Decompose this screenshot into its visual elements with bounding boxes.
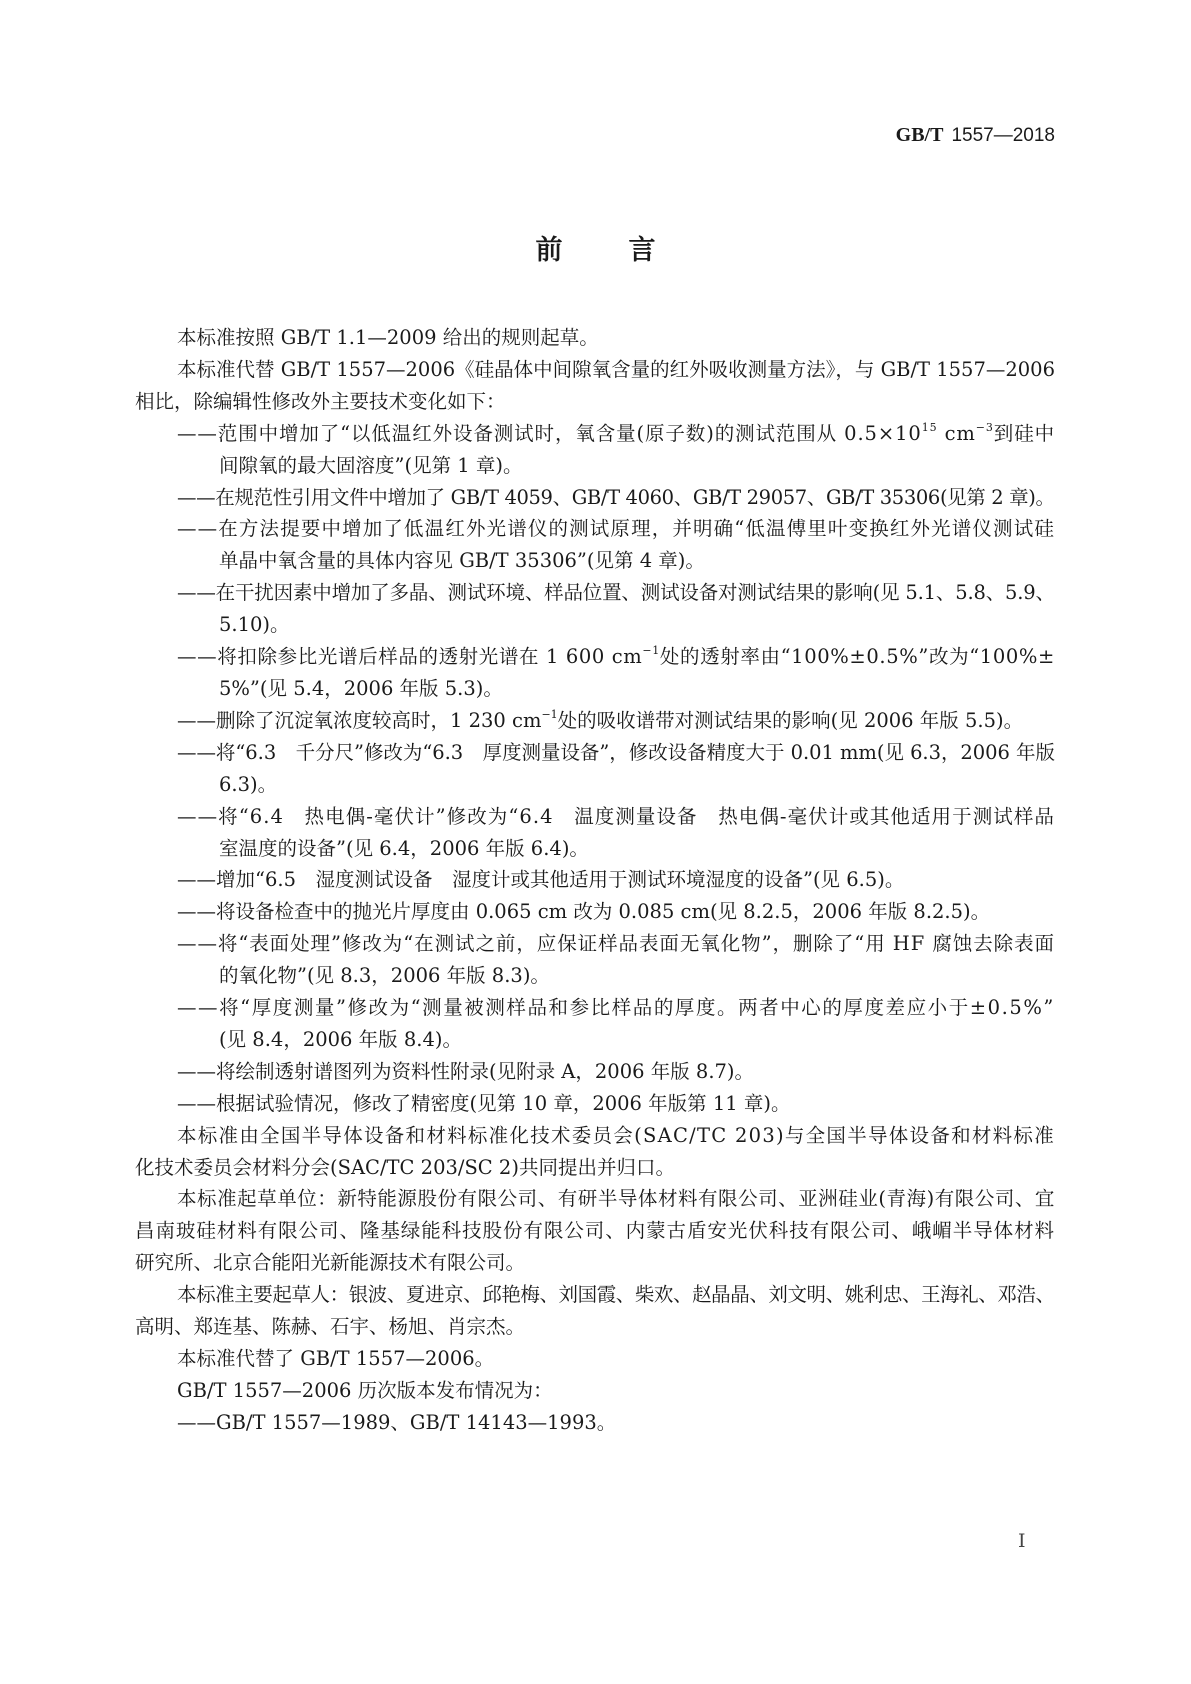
text-line <box>219 450 1055 482</box>
text-line-content <box>177 705 1023 737</box>
paragraph <box>135 354 1055 418</box>
change-list-item <box>135 896 1055 928</box>
text-line-content <box>177 641 1055 673</box>
text-line-content <box>177 992 1055 1024</box>
standard-code-number: 1557—2018 <box>951 125 1055 146</box>
text-line <box>177 1056 1055 1088</box>
text-line <box>177 896 1055 928</box>
text-line-content <box>135 1215 1055 1247</box>
text-line-content <box>177 418 1055 450</box>
change-list-item <box>135 928 1055 992</box>
text-line-content <box>177 513 1055 545</box>
text-segment: 本标准起草单位：新特能源股份有限公司、有研半导体材料有限公司、亚洲硅业(青海)有限公司、宜 <box>177 1187 1055 1211</box>
text-line <box>177 322 1055 354</box>
change-list-item <box>135 1056 1055 1088</box>
text-line-content <box>177 1120 1055 1152</box>
text-segment: 本标准由全国半导体设备和材料标准化技术委员会(SAC/TC 203)与全国半导体设备和材料标准 <box>177 1123 1055 1147</box>
text-line-content <box>219 833 589 865</box>
text-line-content <box>219 1024 462 1056</box>
change-list-item <box>135 513 1055 577</box>
text-line <box>177 641 1055 673</box>
text-line <box>177 577 1055 609</box>
text-line <box>177 1375 1055 1407</box>
text-line <box>135 1215 1055 1247</box>
text-line-content <box>135 386 506 418</box>
standard-code-prefix: GB/T <box>895 124 944 146</box>
text-segment: 5%”(见 5.4，2006 年版 5.3)。 <box>219 676 503 700</box>
text-segment: (见 8.4，2006 年版 8.4)。 <box>219 1027 462 1051</box>
paragraph <box>135 1375 1055 1407</box>
text-segment: ——将“6.3 千分尺”修改为“6.3 厚度测量设备”，修改设备精度大于 0.01 mm(见 6.3，2006 年版 <box>177 740 1055 764</box>
text-segment: 的氧化物”(见 8.3，2006 年版 8.3)。 <box>219 964 550 988</box>
foreword-body <box>135 322 1055 1439</box>
text-segment: ——在干扰因素中增加了多晶、测试环境、样品位置、测试设备对测试结果的影响(见 5.1、5.8、5.9、 <box>177 581 1055 605</box>
change-list-item <box>135 1407 1055 1439</box>
text-segment: 高明、郑连基、陈赫、石宇、杨旭、肖宗杰。 <box>135 1315 526 1339</box>
text-line <box>219 833 1055 865</box>
text-line <box>177 992 1055 1024</box>
superscript: 15 <box>921 420 938 434</box>
text-segment: cm <box>937 421 976 445</box>
text-line <box>219 1024 1055 1056</box>
text-line-content <box>177 1056 754 1088</box>
text-line <box>177 705 1055 737</box>
text-line-content <box>219 609 290 641</box>
text-line <box>177 354 1055 386</box>
text-line-content <box>135 1152 675 1184</box>
paragraph <box>135 1183 1055 1279</box>
text-line-content <box>177 801 1055 833</box>
text-segment: ——将“表面处理”修改为“在测试之前，应保证样品表面无氧化物”，删除了“用 HF 腐蚀去除表面 <box>177 932 1055 956</box>
text-line <box>177 928 1055 960</box>
text-segment: ——将“6.4 热电偶-毫伏计”修改为“6.4 温度测量设备 热电偶-毫伏计或其他适用于测试样品 <box>177 804 1055 828</box>
text-segment: ——GB/T 1557—1989、GB/T 14143—1993。 <box>177 1410 617 1434</box>
change-list-item <box>135 737 1055 801</box>
text-line <box>177 1088 1055 1120</box>
text-line-content <box>177 864 904 896</box>
text-line-content <box>177 1375 553 1407</box>
change-list-item <box>135 641 1055 705</box>
text-line <box>219 769 1055 801</box>
text-line-content <box>177 577 1055 609</box>
text-line-content <box>177 1279 1055 1311</box>
text-segment: ——范围中增加了“以低温红外设备测试时，氧含量(原子数)的测试范围从 0.5×10 <box>177 421 922 445</box>
text-segment: GB/T 1557—2006 历次版本发布情况为： <box>177 1378 553 1402</box>
text-line-content <box>177 737 1055 769</box>
page-title: 前言 <box>535 235 722 266</box>
text-line-content <box>219 545 705 577</box>
text-segment: 研究所、北京合能阳光新能源技术有限公司。 <box>135 1251 526 1275</box>
text-line-content <box>177 1088 790 1120</box>
change-list-item <box>135 864 1055 896</box>
page-number: I <box>1018 1530 1026 1552</box>
text-line-content <box>135 1247 525 1279</box>
text-segment: ——在规范性引用文件中增加了 GB/T 4059、GB/T 4060、GB/T 29057、GB/T 35306(见第 2 章)。 <box>177 485 1055 509</box>
text-segment: ——根据试验情况，修改了精密度(见第 10 章，2006 年版第 11 章)。 <box>177 1091 791 1115</box>
change-list-item <box>135 418 1055 482</box>
text-line-content <box>177 928 1055 960</box>
text-line <box>135 1311 1055 1343</box>
text-line-content <box>177 482 1055 514</box>
superscript: −1 <box>541 707 558 721</box>
text-line-content <box>219 673 503 705</box>
text-line <box>177 1343 1055 1375</box>
text-line-content <box>219 960 550 992</box>
text-segment: ——将绘制透射谱图列为资料性附录(见附录 A，2006 年版 8.7)。 <box>177 1059 755 1083</box>
text-line <box>177 1407 1055 1439</box>
text-line-content <box>177 1407 616 1439</box>
text-line <box>177 1279 1055 1311</box>
text-segment: 本标准代替 GB/T 1557—2006《硅晶体中间隙氧含量的红外吸收测量方法》，与 GB/T 1557—2006 <box>177 357 1055 381</box>
text-segment: ——增加“6.5 湿度测试设备 湿度计或其他适用于测试环境湿度的设备”(见 6.5)。 <box>177 868 905 892</box>
text-segment: 昌南玻硅材料有限公司、隆基绿能科技股份有限公司、内蒙古盾安光伏科技有限公司、峨嵋半导体材料 <box>135 1219 1055 1243</box>
text-line-content <box>177 1343 494 1375</box>
text-segment: 单晶中氧含量的具体内容见 GB/T 35306”(见第 4 章)。 <box>219 549 705 573</box>
text-line <box>177 513 1055 545</box>
text-line-content <box>219 769 277 801</box>
text-line <box>177 801 1055 833</box>
change-list-item <box>135 992 1055 1056</box>
text-line <box>177 1120 1055 1152</box>
text-line-content <box>219 450 523 482</box>
text-line-content <box>135 1311 525 1343</box>
text-segment: 到硅中 <box>993 421 1055 445</box>
change-list-item <box>135 1088 1055 1120</box>
text-line-content <box>177 322 599 354</box>
text-segment: 化技术委员会材料分会(SAC/TC 203/SC 2)共同提出并归口。 <box>135 1155 675 1179</box>
text-segment: ——删除了沉淀氧浓度较高时，1 230 cm <box>177 708 542 732</box>
text-line <box>177 864 1055 896</box>
text-line-content <box>177 1183 1055 1215</box>
text-segment: 处的透射率由“100%±0.5%”改为“100%± <box>659 645 1055 669</box>
text-segment: ——将设备检查中的抛光片厚度由 0.065 cm 改为 0.085 cm(见 8.2.5，2006 年版 8.2.5)。 <box>177 900 991 924</box>
text-line <box>219 545 1055 577</box>
text-segment: 本标准主要起草人：银波、夏进京、邱艳梅、刘国霞、柴欢、赵晶晶、刘文明、姚利忠、王海礼、邓浩、 <box>177 1283 1055 1307</box>
text-line <box>219 960 1055 992</box>
text-segment: 6.3)。 <box>219 772 278 796</box>
text-segment: 本标准按照 GB/T 1.1—2009 给出的规则起草。 <box>177 326 599 349</box>
standard-code <box>896 124 1055 147</box>
text-line <box>219 673 1055 705</box>
text-segment: 室温度的设备”(见 6.4，2006 年版 6.4)。 <box>219 836 589 860</box>
text-line <box>135 1152 1055 1184</box>
paragraph <box>135 1279 1055 1343</box>
text-line-content <box>177 354 1055 386</box>
text-line-content <box>177 896 990 928</box>
superscript: −1 <box>642 644 660 658</box>
text-segment: ——在方法提要中增加了低温红外光谱仪的测试原理，并明确“低温傅里叶变换红外光谱仪测试硅 <box>177 517 1055 541</box>
text-segment: 处的吸收谱带对测试结果的影响(见 2006 年版 5.5)。 <box>557 708 1024 732</box>
text-segment: ——将扣除参比光谱后样品的透射光谱在 1 600 cm <box>177 645 643 669</box>
text-line <box>177 737 1055 769</box>
text-line <box>135 1247 1055 1279</box>
text-line <box>135 386 1055 418</box>
text-segment: 本标准代替了 GB/T 1557—2006。 <box>177 1347 495 1370</box>
paragraph <box>135 322 1055 354</box>
text-line <box>177 1183 1055 1215</box>
text-segment: 相比，除编辑性修改外主要技术变化如下： <box>135 389 506 413</box>
change-list-item <box>135 801 1055 865</box>
text-segment: 间隙氧的最大固溶度”(见第 1 章)。 <box>219 453 523 477</box>
change-list-item <box>135 705 1055 737</box>
text-segment: ——将“厚度测量”修改为“测量被测样品和参比样品的厚度。两者中心的厚度差应小于±0.5%” <box>177 996 1055 1020</box>
text-segment: 5.10)。 <box>219 613 290 637</box>
text-line <box>177 418 1055 450</box>
superscript: −3 <box>975 420 994 434</box>
paragraph <box>135 1120 1055 1184</box>
text-line <box>177 482 1055 514</box>
text-line <box>219 609 1055 641</box>
change-list-item <box>135 577 1055 641</box>
change-list-item <box>135 482 1055 514</box>
paragraph <box>135 1343 1055 1375</box>
